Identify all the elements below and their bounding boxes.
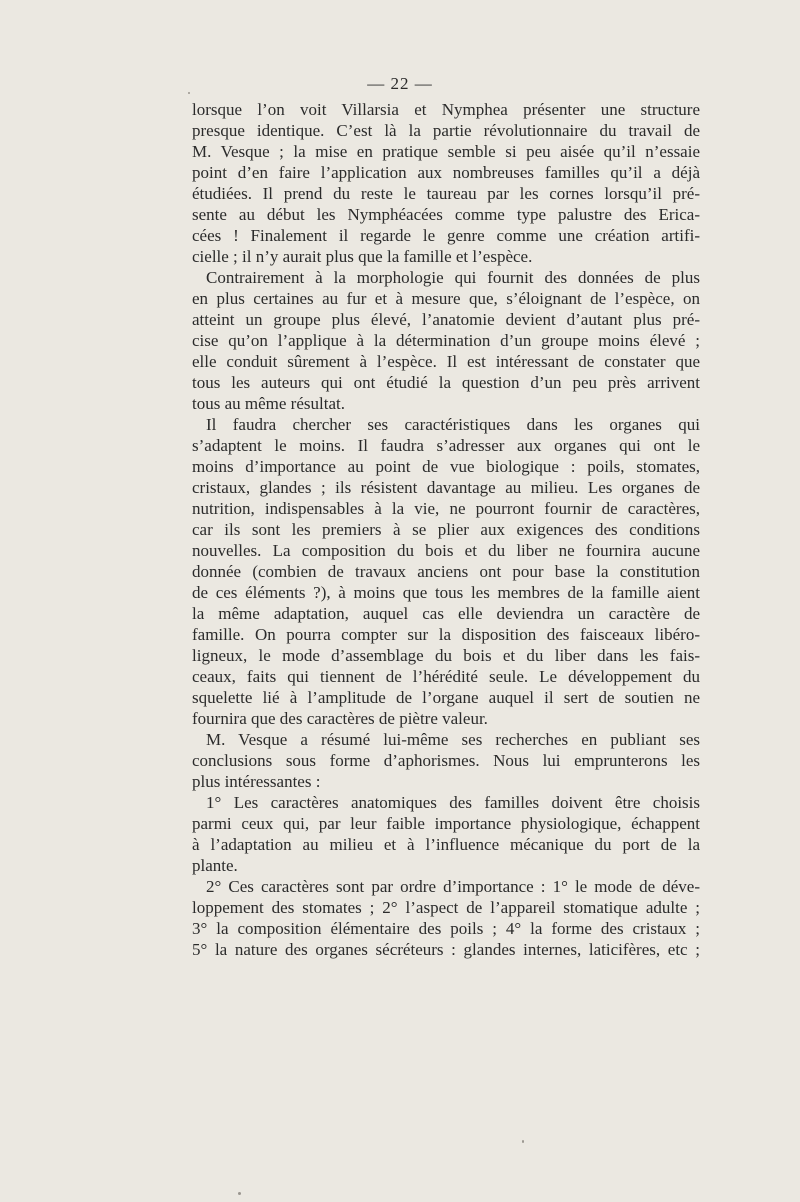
text-line: sente au début les Nymphéacées comme type palustre des Erica- [192,205,700,224]
text-line: ligneux, le mode d’assemblage du bois et du liber dans les fais- [192,646,700,665]
text-line: tous les auteurs qui ont étudié la question d’un peu près arrivent [192,373,700,392]
text-line: car ils sont les premiers à se plier aux exigences des conditions [192,520,700,539]
text-line: lorsque l’on voit Villarsia et Nymphea présenter une structure [192,100,700,119]
text-line: ceaux, faits qui tiennent de l’hérédité seule. Le développement du [192,667,700,686]
text-line: en plus certaines au fur et à mesure que, s’éloignant de l’espèce, on [192,289,700,308]
text-line: famille. On pourra compter sur la disposition des faisceaux libéro- [192,625,700,644]
text-line: la même adaptation, auquel cas elle deviendra un caractère de [192,604,700,623]
text-line: étudiées. Il prend du reste le taureau par les cornes lorsqu’il pré- [192,184,700,203]
text-line: cées ! Finalement il regarde le genre comme une création artifi- [192,226,700,245]
text-line: nouvelles. La composition du bois et du liber ne fournira aucune [192,541,700,560]
text-line: cielle ; il n’y aurait plus que la famille et l’espèce. [192,247,533,266]
list-item-1-start: 1° Les caractères anatomiques des familles doivent être choisis [206,793,700,812]
paragraph-start-line: Contrairement à la morphologie qui fournit des données de plus [206,268,700,287]
text-line: 3° la composition élémentaire des poils ; 4° la forme des cristaux ; [192,919,700,938]
text-line: 5° la nature des organes sécréteurs : glandes internes, laticifères, etc ; [192,940,700,959]
text-line: atteint un groupe plus élevé, l’anatomie devient d’autant plus pré- [192,310,700,329]
text-line: M. Vesque ; la mise en pratique semble si peu aisée qu’il n’essaie [192,142,700,161]
text-line: tous au même résultat. [192,394,345,413]
paper-speck [238,1192,241,1195]
page-number: — 22 — [367,74,433,93]
text-line: presque identique. C’est là la partie révolutionnaire du travail de [192,121,700,140]
text-line: conclusions sous forme d’aphorismes. Nous lui emprunterons les [192,751,700,770]
text-line: plus intéressantes : [192,772,321,791]
text-line: parmi ceux qui, par leur faible importance physiologique, échappent [192,814,700,833]
text-line: plante. [192,856,238,875]
text-line: cise qu’on l’applique à la détermination d’un groupe moins élevé ; [192,331,700,350]
text-line: cristaux, glandes ; ils résistent davantage au milieu. Les organes de [192,478,700,497]
text-line: s’adaptent le moins. Il faudra s’adresser aux organes qui ont le [192,436,700,455]
text-line: fournira que des caractères de piètre valeur. [192,709,488,728]
text-line: à l’adaptation au milieu et à l’influence mécanique du port de la [192,835,700,854]
body-text [192,99,700,960]
paper-speck [522,1140,524,1143]
paragraph-start-line: Il faudra chercher ses caractéristiques dans les organes qui [206,415,700,434]
paragraph-start-line: M. Vesque a résumé lui-même ses recherches en publiant ses [206,730,700,749]
text-line: loppement des stomates ; 2° l’aspect de l’appareil stomatique adulte ; [192,898,700,917]
text-line: point d’en faire l’application aux nombreuses familles qu’il a déjà [192,163,700,182]
text-line: moins d’importance au point de vue biologique : poils, stomates, [192,457,700,476]
list-item-2-start: 2° Ces caractères sont par ordre d’importance : 1° le mode de déve- [206,877,700,896]
paper-speck [188,92,190,94]
text-line: de ces éléments ?), à moins que tous les membres de la famille aient [192,583,700,602]
text-line: squelette lié à l’amplitude de l’organe auquel il sert de soutien ne [192,688,700,707]
text-line: elle conduit sûrement à l’espèce. Il est intéressant de constater que [192,352,700,371]
text-line: nutrition, indispensables à la vie, ne pourront fournir de caractères, [192,499,700,518]
text-line: donnée (combien de travaux anciens ont pour base la constitution [192,562,700,581]
